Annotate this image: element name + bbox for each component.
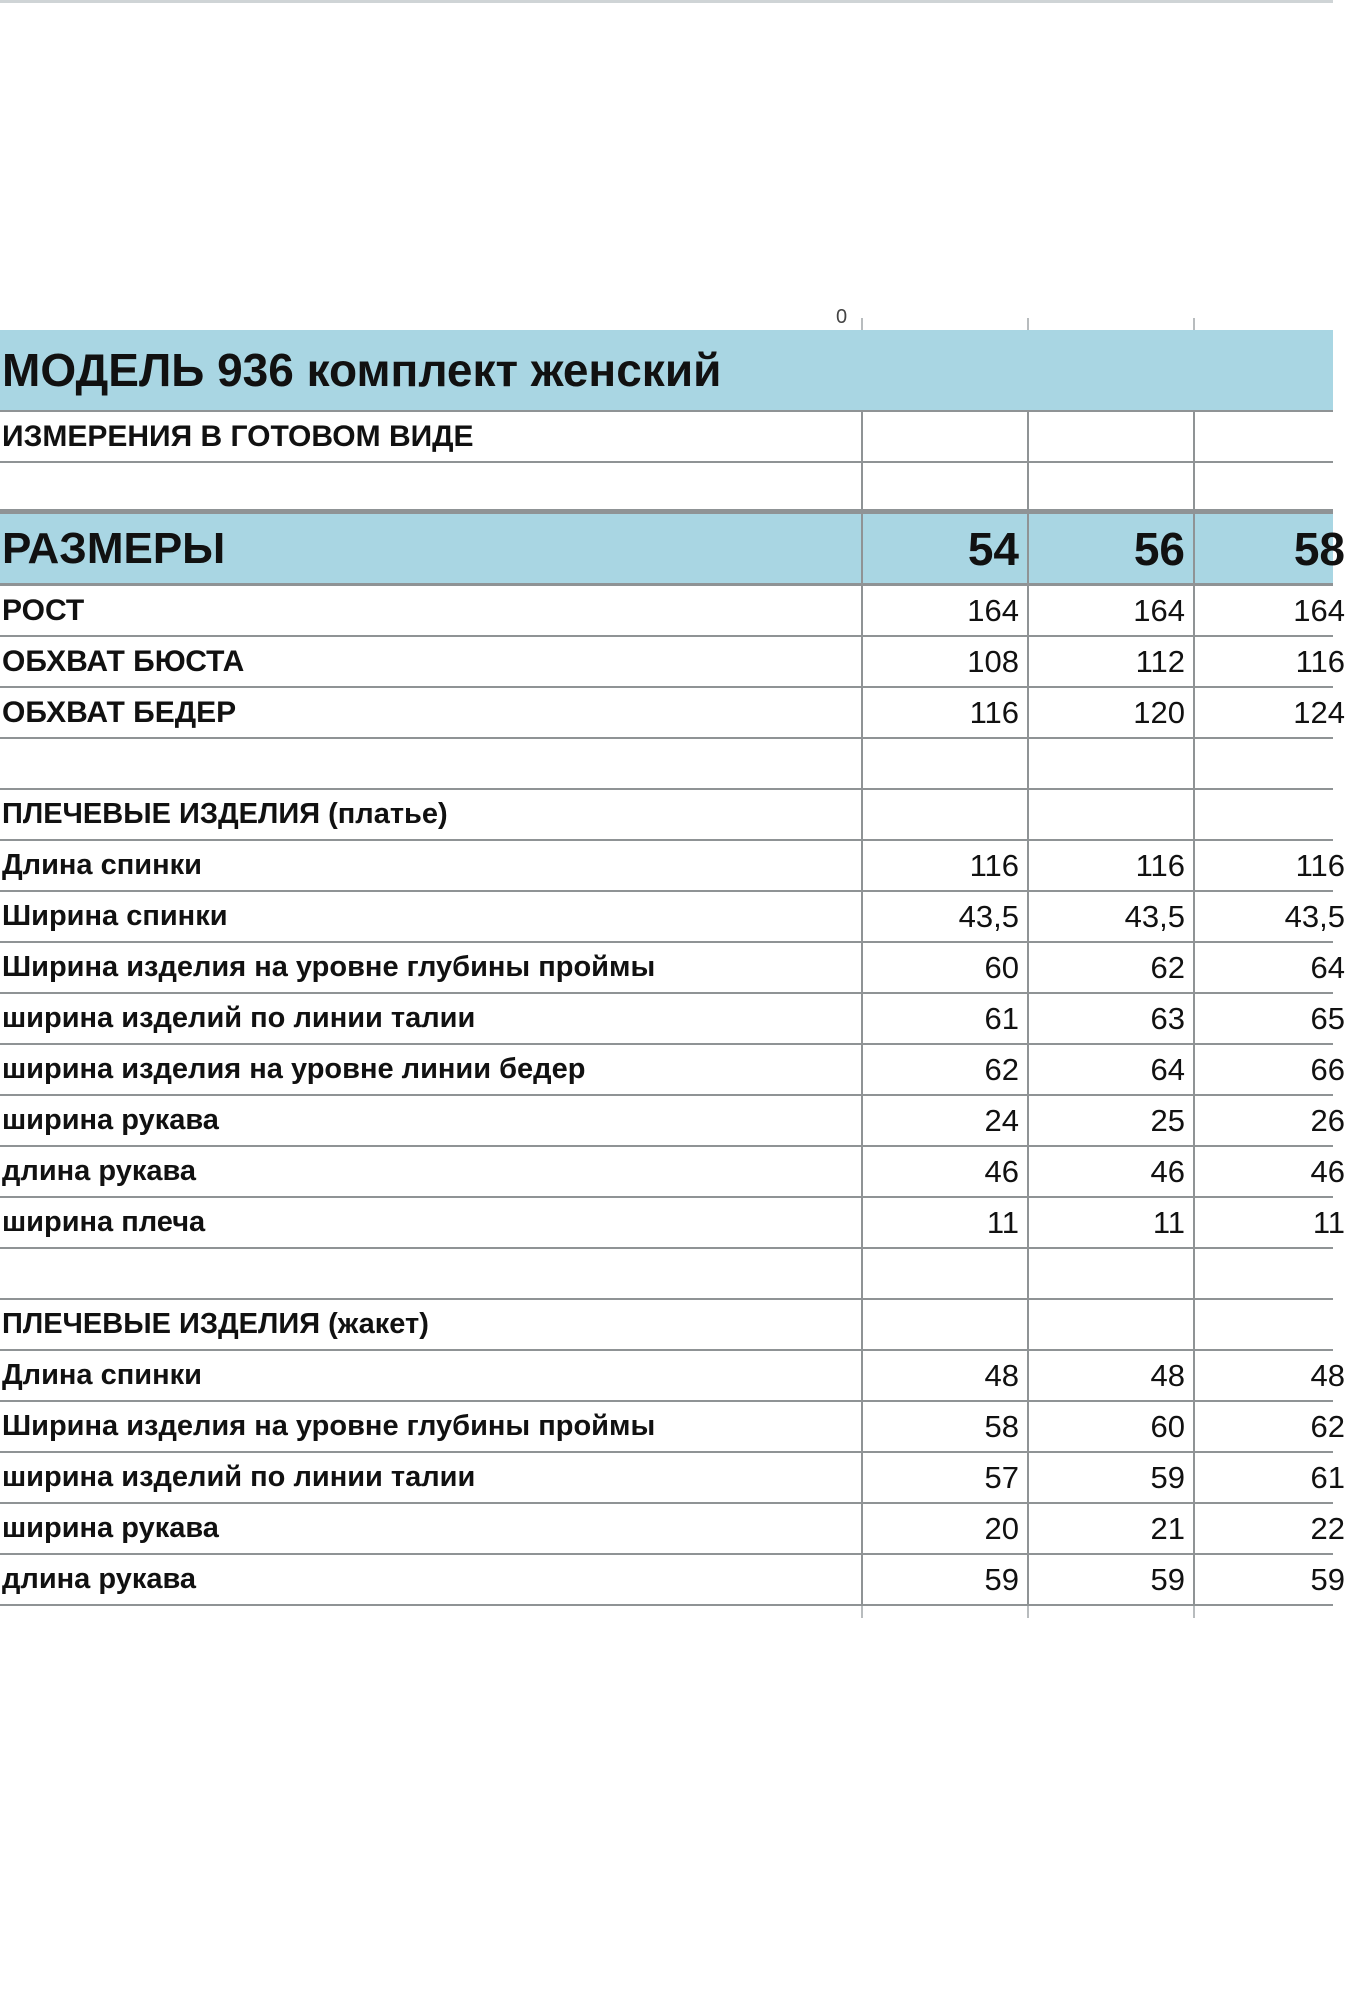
row-label: Длина спинки	[2, 849, 202, 881]
empty-cell	[1193, 1300, 1353, 1349]
size-header-cell: 58	[1193, 514, 1353, 583]
value-cell: 61	[1193, 1453, 1353, 1502]
row-label: Ширина спинки	[2, 900, 228, 932]
row-label: ширина плеча	[2, 1206, 206, 1238]
value-cell: 11	[1027, 1198, 1193, 1247]
empty-cell	[861, 463, 1027, 509]
value-cell: 116	[1027, 841, 1193, 890]
row-label: Ширина изделия на уровне глубины проймы	[2, 1410, 656, 1442]
value-cell: 43,5	[861, 892, 1027, 941]
value-cell: 48	[1027, 1351, 1193, 1400]
value-cell: 46	[1193, 1147, 1353, 1196]
value-cell: 164	[1193, 586, 1353, 635]
table-row	[0, 1147, 1345, 1198]
section-title-row	[0, 790, 1333, 841]
value-cell: 62	[861, 1045, 1027, 1094]
value-cell: 11	[1193, 1198, 1353, 1247]
empty-cell	[861, 412, 1027, 461]
table-row	[0, 688, 1345, 739]
empty-cell	[1027, 463, 1193, 509]
table-row	[0, 841, 1345, 892]
value-cell: 48	[861, 1351, 1027, 1400]
value-cell: 63	[1027, 994, 1193, 1043]
value-cell: 48	[1193, 1351, 1353, 1400]
row-label: ширина изделия на уровне линии бедер	[2, 1053, 586, 1085]
value-cell: 46	[861, 1147, 1027, 1196]
value-cell: 59	[1193, 1555, 1353, 1604]
spacer-row	[0, 463, 1333, 511]
value-cell: 112	[1027, 637, 1193, 686]
value-cell: 108	[861, 637, 1027, 686]
value-cell: 124	[1193, 688, 1353, 737]
value-cell: 164	[1027, 586, 1193, 635]
value-cell: 58	[861, 1402, 1027, 1451]
table-row	[0, 1045, 1345, 1096]
empty-cell	[1027, 790, 1193, 839]
empty-cell	[1193, 790, 1353, 839]
value-cell: 60	[1027, 1402, 1193, 1451]
value-cell: 120	[1027, 688, 1193, 737]
row-label: РОСТ	[2, 593, 85, 627]
size-table	[0, 330, 1345, 1606]
value-cell: 11	[861, 1198, 1027, 1247]
empty-cell	[861, 1249, 1027, 1298]
value-cell: 24	[861, 1096, 1027, 1145]
table-row	[0, 1351, 1345, 1402]
value-cell: 62	[1027, 943, 1193, 992]
sizes-header-row	[0, 511, 1345, 586]
row-label: ширина рукава	[2, 1512, 219, 1544]
empty-cell	[1027, 739, 1193, 788]
value-cell: 57	[861, 1453, 1027, 1502]
spacer-row	[0, 739, 1333, 790]
value-cell: 22	[1193, 1504, 1353, 1553]
row-label: длина рукава	[2, 1155, 197, 1187]
table-row	[0, 994, 1345, 1045]
value-cell: 64	[1027, 1045, 1193, 1094]
empty-cell	[1193, 412, 1353, 461]
table-row	[0, 637, 1345, 688]
value-cell: 61	[861, 994, 1027, 1043]
row-label: ширина рукава	[2, 1104, 219, 1136]
table-row	[0, 586, 1345, 637]
value-cell: 116	[1193, 841, 1353, 890]
table-row	[0, 1555, 1345, 1606]
section-title: ПЛЕЧЕВЫЕ ИЗДЕЛИЯ (платье)	[2, 798, 448, 830]
value-cell: 20	[861, 1504, 1027, 1553]
size-header-cell: 56	[1027, 514, 1193, 583]
row-label: ОБХВАТ БЮСТА	[2, 644, 245, 678]
stray-mark: 0	[836, 306, 848, 328]
value-cell: 21	[1027, 1504, 1193, 1553]
table-row	[0, 1453, 1345, 1504]
top-border	[0, 0, 1333, 3]
value-cell: 116	[861, 688, 1027, 737]
value-cell: 43,5	[1193, 892, 1353, 941]
size-header-cell: 54	[861, 514, 1027, 583]
empty-cell	[1193, 1249, 1353, 1298]
value-cell: 60	[861, 943, 1027, 992]
empty-cell	[1027, 412, 1193, 461]
table-row	[0, 1198, 1345, 1249]
empty-cell	[861, 1300, 1027, 1349]
subtitle-row	[0, 412, 1333, 463]
row-label: ОБХВАТ БЕДЕР	[2, 695, 237, 729]
row-label: Длина спинки	[2, 1359, 202, 1391]
value-cell: 64	[1193, 943, 1353, 992]
value-cell: 164	[861, 586, 1027, 635]
value-cell: 116	[1193, 637, 1353, 686]
value-cell: 25	[1027, 1096, 1193, 1145]
row-label: ширина изделий по линии талии	[2, 1461, 476, 1493]
empty-cell	[1027, 1300, 1193, 1349]
row-label: Ширина изделия на уровне глубины проймы	[2, 951, 656, 983]
table-title: МОДЕЛЬ 936 комплект женский	[2, 344, 722, 396]
sizes-header-label: РАЗМЕРЫ	[2, 523, 226, 573]
table-row	[0, 1096, 1345, 1147]
table-row	[0, 1504, 1345, 1555]
empty-cell	[861, 790, 1027, 839]
table-row	[0, 1402, 1345, 1453]
spacer-row	[0, 1249, 1333, 1300]
value-cell: 59	[1027, 1453, 1193, 1502]
empty-cell	[1027, 1249, 1193, 1298]
row-label: ширина изделий по линии талии	[2, 1002, 476, 1034]
empty-cell	[1193, 739, 1353, 788]
value-cell: 65	[1193, 994, 1353, 1043]
value-cell: 46	[1027, 1147, 1193, 1196]
row-label: длина рукава	[2, 1563, 197, 1595]
table-subtitle: ИЗМЕРЕНИЯ В ГОТОВОМ ВИДЕ	[2, 419, 474, 453]
table-row	[0, 892, 1345, 943]
empty-cell	[1193, 463, 1353, 509]
value-cell: 62	[1193, 1402, 1353, 1451]
empty-cell	[861, 739, 1027, 788]
value-cell: 116	[861, 841, 1027, 890]
value-cell: 26	[1193, 1096, 1353, 1145]
section-title-row	[0, 1300, 1333, 1351]
section-title: ПЛЕЧЕВЫЕ ИЗДЕЛИЯ (жакет)	[2, 1308, 429, 1340]
value-cell: 59	[1027, 1555, 1193, 1604]
table-row	[0, 943, 1345, 994]
value-cell: 59	[861, 1555, 1027, 1604]
value-cell: 66	[1193, 1045, 1353, 1094]
title-row	[0, 330, 1333, 412]
value-cell: 43,5	[1027, 892, 1193, 941]
